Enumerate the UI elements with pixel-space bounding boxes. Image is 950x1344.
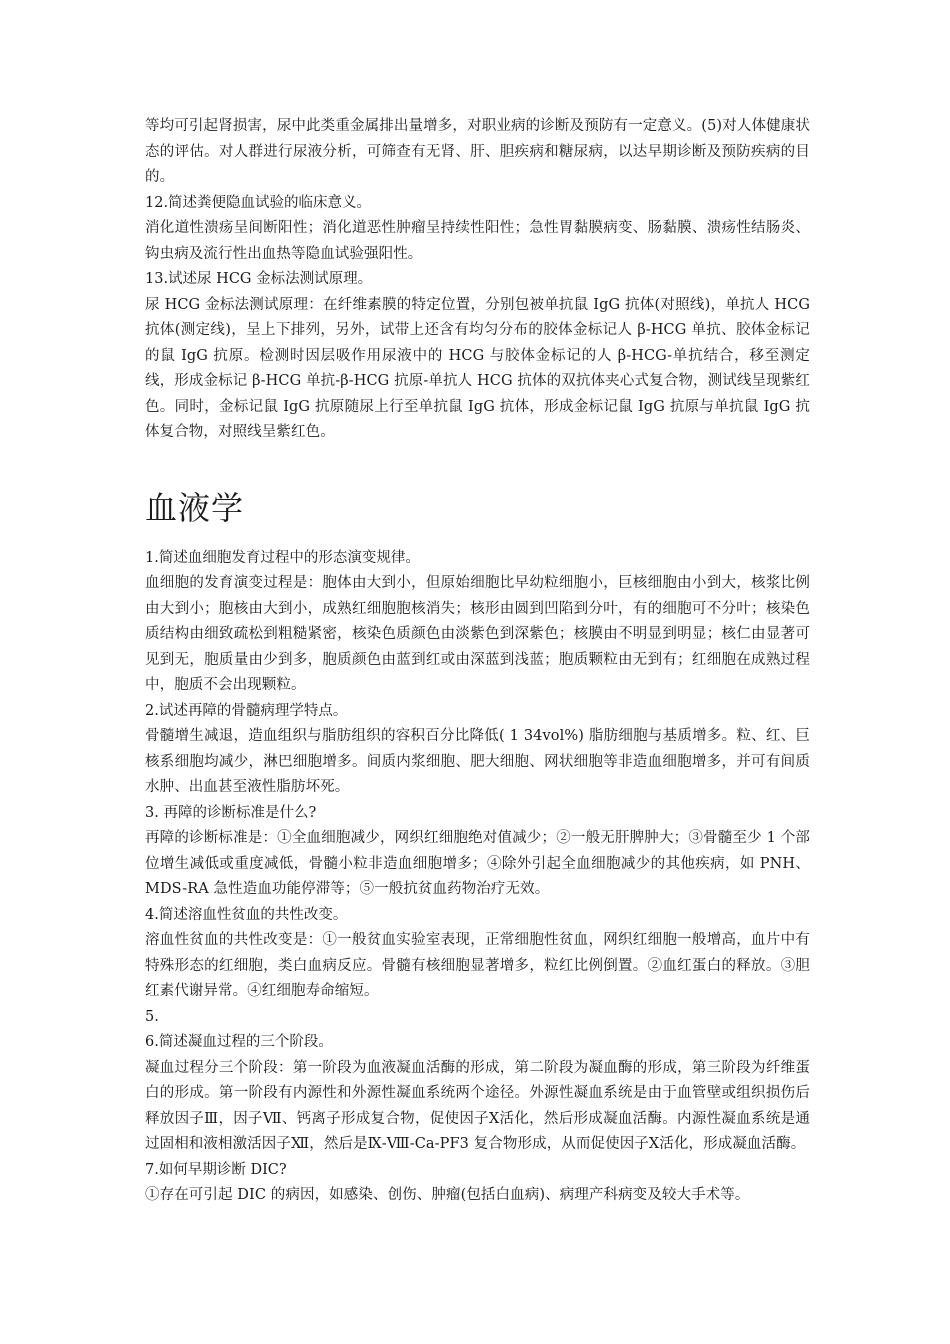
paragraph-continuation: 等均可引起肾损害，尿中此类重金属排出量增多，对职业病的诊断及预防有一定意义。(5)对人体健康状态的评估。对人群进行尿液分析，可筛查有无肾、肝、胆疾病和糖尿病，以达早期诊断及预防疾病的目的。 [145,118,810,185]
section-title-hematology: 血液学 [145,488,245,527]
answer-12: 消化道性溃疡呈间断阳性；消化道恶性肿瘤呈持续性阳性；急性胃黏膜病变、肠黏膜、溃疡性结肠炎、钩虫病及流行性出血热等隐血试验强阳性。 [145,220,810,262]
question-6: 6.简述凝血过程的三个阶段。 [145,1034,333,1050]
answer-6: 凝血过程分三个阶段：第一阶段为血液凝血活酶的形成，第二阶段为凝血酶的形成，第三阶段为纤维蛋白的形成。第一阶段有内源性和外源性凝血系统两个途径。外源性凝血系统是由于血管壁或组织损伤后释放因子Ⅲ，因子Ⅶ、钙离子形成复合物，促使因子Ⅹ活化，然后形成凝血活酶。内源性凝血系统是通过固相和液相激活因子Ⅻ，然后是Ⅸ-Ⅷ-Ca-PF3 复合物形成，从而促使因子Ⅹ活化，形成凝血活酶。 [145,1059,810,1152]
answer-1: 血细胞的发育演变过程是：胞体由大到小，但原始细胞比早幼粒细胞小，巨核细胞由小到大，核浆比例由大到小；胞核由大到小，成熟红细胞胞核消失；核形由圆到凹陷到分叶，有的细胞可不分叶；核染色质结构由细致疏松到粗糙紧密，核染色质颜色由淡紫色到深紫色；核膜由不明显到明显；核仁由显著可见到无，胞质量由少到多，胞质颜色由蓝到红或由深蓝到浅蓝；胞质颗粒由无到有；红细胞在成熟过程中，胞质不会出现颗粒。 [145,575,810,693]
question-5: 5. [145,1008,159,1025]
answer-2: 骨髓增生减退，造血组织与脂肪组织的容积百分比降低( 1 34vol%) 脂肪细胞与基质增多。粒、红、巨核系细胞均减少，淋巴细胞增多。间质内浆细胞、肥大细胞、网状细胞等非造血细胞增多，并可有间质水肿、出血甚至液性脂肪坏死。 [145,728,810,795]
question-3: 3. 再障的诊断标准是什么? [145,804,317,821]
answer-3: 再障的诊断标准是：①全血细胞减少，网织红细胞绝对值减少；②一般无肝脾肿大；③骨髓至少 1 个部位增生减低或重度减低，骨髓小粒非造血细胞增多；④除外引起全血细胞减少的其他疾病，如 PNH、MDS-RA 急性造血功能停滞等；⑤一般抗贫血药物治疗无效。 [145,830,810,897]
answer-4: 溶血性贫血的共性改变是：①一般贫血实验室表现，正常细胞性贫血，网织红细胞一般增高，血片中有特殊形态的红细胞，类白血病反应。骨髓有核细胞显著增多，粒红比例倒置。②血红蛋白的释放。③胆红素代谢异常。④红细胞寿命缩短。 [145,932,810,999]
question-1: 1.简述血细胞发育过程中的形态演变规律。 [145,549,420,566]
question-2: 2.试述再障的骨髓病理学特点。 [145,702,348,719]
question-7: 7.如何早期诊断 DIC? [145,1161,287,1178]
question-4: 4.简述溶血性贫血的共性改变。 [145,906,348,923]
answer-7: ①存在可引起 DIC 的病因，如感染、创伤、肿瘤(包括白血病)、病理产科病变及较大手术等。 [145,1187,750,1203]
answer-13: 尿 HCG 金标法测试原理：在纤维素膜的特定位置，分别包被单抗鼠 IgG 抗体(对照线)，单抗人 HCG 抗体(测定线)，呈上下排列，另外，试带上还含有均匀分布的胶体金标记人 β-HCG 单抗、胶体金标记的鼠 IgG 抗原。检测时因层吸作用尿液中的 HCG 与胶体金标记的人 β-HCG-单抗结合，移至测定线，形成金标记 β-HCG 单抗-β-HCG 抗原-单抗人 HCG 抗体的双抗体夹心式复合物，测试线呈现紫红色。同时，金标记鼠 IgG 抗原随尿上行至单抗鼠 IgG 抗体，形成金标记鼠 IgG 抗原与单抗鼠 IgG 抗体复合物，对照线呈紫红色。 [145,296,810,440]
question-13: 13.试述尿 HCG 金标法测试原理。 [145,271,373,287]
document-body [145,114,810,1209]
question-12: 12.简述粪便隐血试验的临床意义。 [145,194,372,211]
